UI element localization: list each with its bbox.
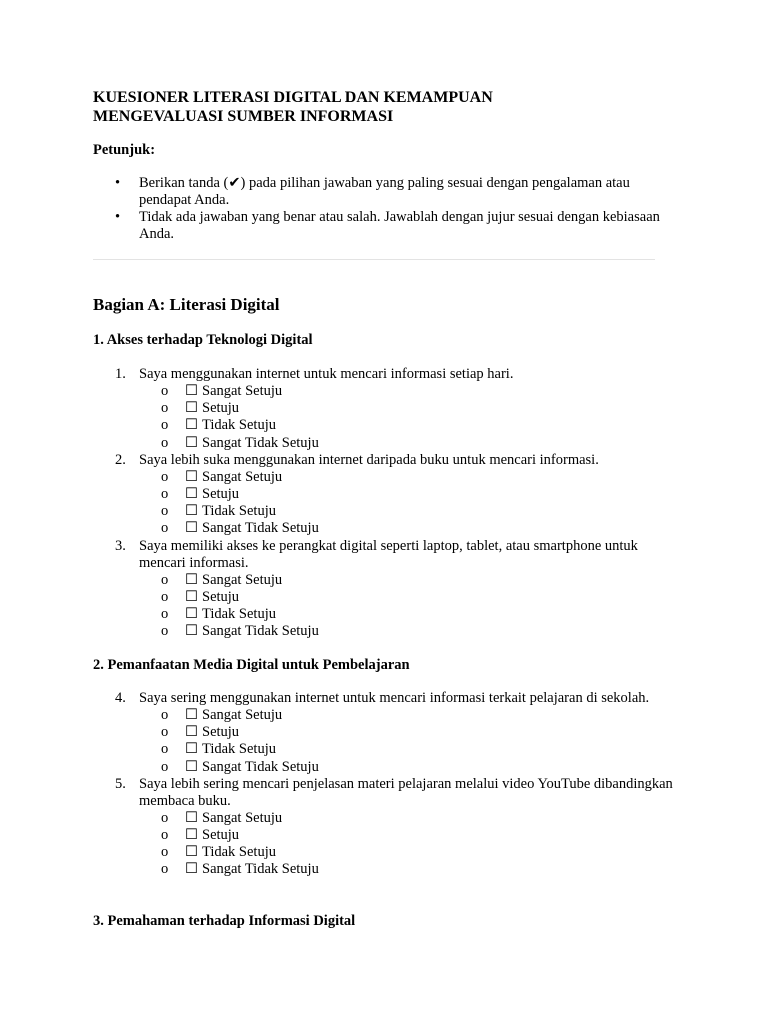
answer-option[interactable] (139, 520, 673, 537)
option-bullet: o (161, 844, 169, 861)
option-bullet: o (161, 724, 169, 741)
question-text: Saya lebih sering mencari penjelasan materi pelajaran melalui video YouTube dibandingkan membaca buku. (139, 775, 673, 809)
answer-option[interactable] (139, 417, 673, 434)
checkbox-icon[interactable]: ☐ (185, 468, 198, 485)
subsection-title: 1. Akses terhadap Teknologi Digital (93, 332, 313, 348)
section-a-title: Bagian A: Literasi Digital (93, 295, 280, 314)
checkbox-icon[interactable]: ☐ (185, 383, 198, 399)
checkbox-icon[interactable]: ☐ (185, 844, 198, 861)
question-number: 2. (115, 451, 126, 468)
option-label: Setuju (202, 400, 240, 417)
checkbox-icon[interactable]: ☐ (185, 623, 198, 640)
answer-option[interactable] (139, 606, 673, 623)
option-label: Setuju (202, 588, 240, 605)
answer-option[interactable] (139, 400, 673, 417)
question-number: 5. (115, 775, 126, 792)
option-label: Sangat Setuju (202, 383, 283, 399)
question-text: Saya memiliki akses ke perangkat digital seperti laptop, tablet, atau smartphone untuk mencari informasi. (139, 537, 638, 571)
petunjuk-item: • Tidak ada jawaban yang benar atau salah. Jawablah dengan jujur sesuai dengan kebiasaan Anda. (93, 209, 663, 243)
answer-option[interactable] (139, 486, 673, 503)
option-bullet: o (161, 383, 169, 399)
petunjuk-label: Petunjuk: (93, 142, 156, 158)
answer-option[interactable] (139, 827, 673, 844)
question-list (93, 366, 673, 640)
option-bullet: o (161, 434, 169, 451)
answer-options (139, 383, 673, 452)
answer-option[interactable] (139, 572, 673, 589)
option-label: Setuju (202, 724, 240, 741)
question-text: Saya menggunakan internet untuk mencari informasi setiap hari. (139, 366, 514, 382)
option-bullet: o (161, 571, 169, 588)
option-label: Tidak Setuju (202, 741, 276, 758)
option-label: Tidak Setuju (202, 606, 276, 623)
checkbox-icon[interactable]: ☐ (185, 520, 198, 537)
answer-options (139, 572, 673, 641)
option-label: Sangat Setuju (202, 571, 283, 588)
option-label: Sangat Tidak Setuju (202, 520, 319, 537)
option-bullet: o (161, 468, 169, 485)
section-divider (93, 259, 655, 260)
question-number: 1. (115, 366, 126, 382)
checkbox-icon[interactable]: ☐ (185, 571, 198, 588)
question-number: 3. (115, 537, 126, 554)
answer-option[interactable] (139, 724, 673, 741)
checkbox-icon[interactable]: ☐ (185, 588, 198, 605)
question-text: Saya lebih suka menggunakan internet daripada buku untuk mencari informasi. (139, 451, 599, 468)
checkbox-icon[interactable]: ☐ (185, 606, 198, 623)
option-label: Tidak Setuju (202, 844, 276, 861)
question-text: Saya sering menggunakan internet untuk mencari informasi terkait pelajaran di sekolah. (139, 690, 650, 706)
answer-option[interactable] (139, 844, 673, 861)
option-bullet: o (161, 503, 169, 520)
checkbox-icon[interactable]: ☐ (185, 861, 198, 878)
option-bullet: o (161, 741, 169, 758)
checkbox-icon[interactable]: ☐ (185, 758, 198, 775)
option-bullet: o (161, 809, 169, 826)
answer-option[interactable] (139, 589, 673, 606)
document-title-line-1: KUESIONER LITERASI DIGITAL DAN KEMAMPUAN (93, 89, 493, 106)
petunjuk-item: • Berikan tanda (✔) pada pilihan jawaban yang paling sesuai dengan pengalaman atau pendapat Anda. (93, 175, 663, 209)
answer-options (139, 810, 673, 879)
option-label: Sangat Tidak Setuju (202, 623, 319, 640)
checkbox-icon[interactable]: ☐ (185, 809, 198, 826)
question-item (93, 690, 673, 776)
answer-option[interactable] (139, 707, 673, 724)
checkbox-icon[interactable]: ☐ (185, 400, 198, 417)
checkbox-icon[interactable]: ☐ (185, 434, 198, 451)
option-label: Sangat Tidak Setuju (202, 861, 319, 878)
answer-option[interactable] (139, 435, 673, 452)
answer-option[interactable] (139, 383, 673, 400)
question-item (93, 452, 673, 538)
answer-options (139, 707, 673, 776)
option-bullet: o (161, 758, 169, 775)
option-label: Sangat Tidak Setuju (202, 758, 319, 775)
option-bullet: o (161, 588, 169, 605)
option-bullet: o (161, 707, 169, 723)
option-label: Setuju (202, 827, 240, 844)
answer-option[interactable] (139, 810, 673, 827)
question-list (93, 690, 673, 879)
option-label: Sangat Setuju (202, 707, 283, 723)
question-number: 4. (115, 690, 126, 706)
answer-options (139, 469, 673, 538)
checkbox-icon[interactable]: ☐ (185, 827, 198, 844)
checkbox-icon[interactable]: ☐ (185, 707, 198, 723)
answer-option[interactable] (139, 741, 673, 758)
option-label: Tidak Setuju (202, 503, 276, 520)
question-item (93, 538, 673, 641)
option-bullet: o (161, 827, 169, 844)
option-label: Sangat Tidak Setuju (202, 434, 319, 451)
subsection-title: 2. Pemanfaatan Media Digital untuk Pembelajaran (93, 657, 410, 673)
document-title-line-2: MENGEVALUASI SUMBER INFORMASI (93, 108, 394, 125)
answer-option[interactable] (139, 759, 673, 776)
option-bullet: o (161, 623, 169, 640)
checkbox-icon[interactable]: ☐ (185, 741, 198, 758)
checkbox-icon[interactable]: ☐ (185, 503, 198, 520)
option-bullet: o (161, 486, 169, 503)
answer-option[interactable] (139, 503, 673, 520)
checkbox-icon[interactable]: ☐ (185, 417, 198, 434)
document-title (93, 88, 693, 126)
petunjuk-list (93, 175, 663, 243)
option-bullet: o (161, 417, 169, 434)
answer-option[interactable] (139, 469, 673, 486)
checkbox-icon[interactable]: ☐ (185, 724, 198, 741)
option-bullet: o (161, 606, 169, 623)
option-bullet: o (161, 400, 169, 417)
option-bullet: o (161, 520, 169, 537)
option-label: Sangat Setuju (202, 809, 283, 826)
option-label: Sangat Setuju (202, 468, 283, 485)
option-label: Tidak Setuju (202, 417, 276, 434)
question-item (93, 776, 673, 879)
answer-option[interactable] (139, 861, 673, 878)
option-bullet: o (161, 861, 169, 878)
question-item (93, 366, 673, 452)
option-label: Setuju (202, 486, 240, 503)
checkbox-icon[interactable]: ☐ (185, 486, 198, 503)
subsection-title: 3. Pemahaman terhadap Informasi Digital (93, 913, 356, 929)
answer-option[interactable] (139, 623, 673, 640)
